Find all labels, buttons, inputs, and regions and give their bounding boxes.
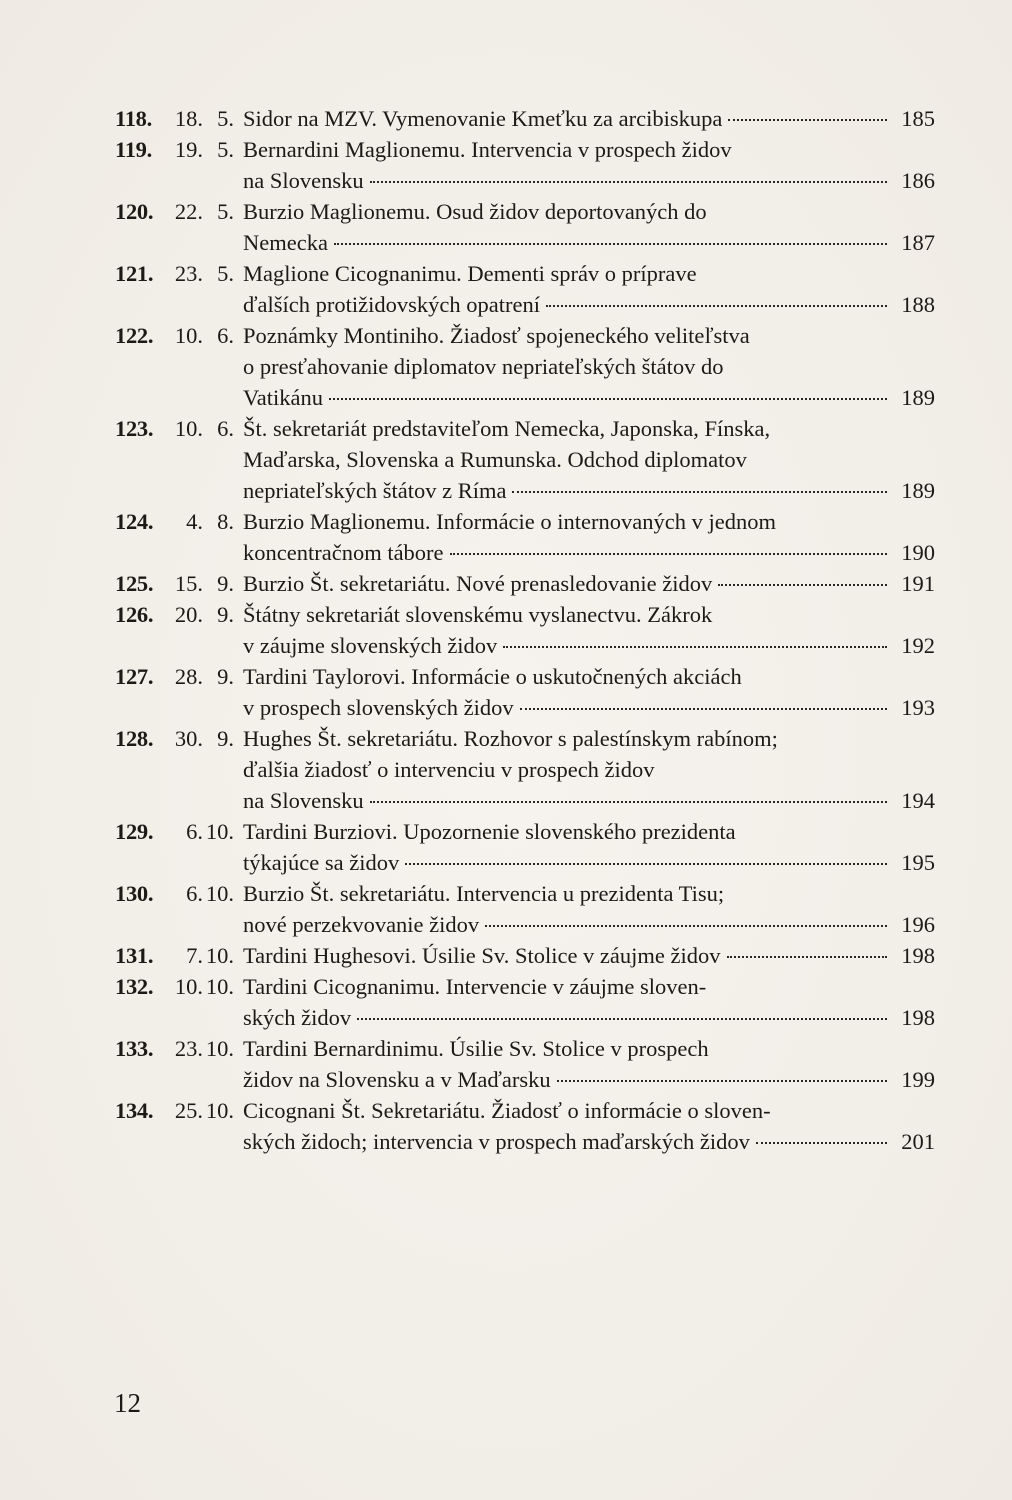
entry-title-with-leader <box>243 909 935 940</box>
toc-entry-line <box>115 723 935 754</box>
entry-page: 188 <box>901 292 935 317</box>
toc-entry-line <box>115 878 935 909</box>
dot-leader <box>503 646 887 648</box>
toc-entry <box>115 506 935 568</box>
entry-title: Cicognani Št. Sekretariátu. Žiadosť o informácie o sloven- <box>243 1098 771 1123</box>
entry-title-with-leader <box>243 1002 935 1033</box>
toc-entry-line <box>115 103 935 134</box>
entry-page: 189 <box>901 478 935 503</box>
entry-title-with-leader <box>243 785 935 816</box>
entry-number: 132. <box>115 974 154 999</box>
dot-leader <box>557 1080 887 1082</box>
entry-title: koncentračnom tábore <box>243 540 444 565</box>
entry-day: 6. <box>186 881 203 906</box>
entry-month: 5. <box>217 137 234 162</box>
entry-title-with-leader <box>243 382 935 413</box>
toc-entry <box>115 413 935 506</box>
entry-number: 123. <box>115 416 154 441</box>
toc-entry-line <box>115 971 935 1002</box>
toc-entry-line <box>115 785 935 816</box>
entry-title-with-leader <box>243 692 935 723</box>
entry-number: 120. <box>115 199 154 224</box>
toc-entry-line <box>115 1126 935 1157</box>
entry-month: 9. <box>217 664 234 689</box>
dot-leader <box>756 1142 887 1144</box>
toc-entry-line <box>115 661 935 692</box>
entry-page: 198 <box>901 1005 935 1030</box>
entry-title-with-leader <box>243 289 935 320</box>
entry-page: 190 <box>901 540 935 565</box>
toc-entry <box>115 103 935 134</box>
entry-day: 15. <box>174 571 203 596</box>
entry-month: 5. <box>217 199 234 224</box>
toc-entry-line <box>115 537 935 568</box>
entry-title-with-leader <box>243 103 935 134</box>
dot-leader <box>329 398 887 400</box>
toc-entry-line <box>115 413 935 444</box>
toc-entry <box>115 1095 935 1157</box>
entry-number: 130. <box>115 881 154 906</box>
entry-title-with-leader <box>243 847 935 878</box>
entry-title: Štátny sekretariát slovenskému vyslanectvu. Zákrok <box>243 602 713 627</box>
toc-entry-line <box>115 909 935 940</box>
toc-entry <box>115 878 935 940</box>
toc-entry <box>115 661 935 723</box>
entry-title: nové perzekvovanie židov <box>243 912 480 937</box>
toc-entry-line <box>115 196 935 227</box>
entry-month: 9. <box>217 726 234 751</box>
dot-leader <box>450 553 887 555</box>
entry-day: 23. <box>174 1036 203 1061</box>
entry-page: 185 <box>901 106 935 131</box>
entry-day: 20. <box>174 602 203 627</box>
entry-title: Sidor na MZV. Vymenovanie Kmeťku za arcibiskupa <box>243 106 723 131</box>
entry-title-with-leader <box>243 1064 935 1095</box>
entry-number: 128. <box>115 726 154 751</box>
entry-month: 8. <box>217 509 234 534</box>
entry-day: 30. <box>174 726 203 751</box>
toc-entry <box>115 940 935 971</box>
entry-title: Hughes Št. sekretariátu. Rozhovor s palestínskym rabínom; <box>243 726 778 751</box>
entry-day: 22. <box>174 199 203 224</box>
dot-leader <box>485 925 887 927</box>
toc-entry <box>115 816 935 878</box>
entry-month: 6. <box>217 416 234 441</box>
entry-month: 6. <box>217 323 234 348</box>
toc-entry <box>115 258 935 320</box>
entry-number: 119. <box>115 137 152 162</box>
entry-title: ských židov <box>243 1005 352 1030</box>
entry-number: 125. <box>115 571 154 596</box>
toc-entry <box>115 1033 935 1095</box>
dot-leader <box>512 491 887 493</box>
entry-page: 189 <box>901 385 935 410</box>
entry-number: 122. <box>115 323 154 348</box>
entry-page: 191 <box>901 571 935 596</box>
entry-title-with-leader <box>243 1126 935 1157</box>
entry-page: 195 <box>901 850 935 875</box>
toc-entry-line <box>115 1033 935 1064</box>
entry-number: 118. <box>115 106 152 131</box>
dot-leader <box>370 181 887 183</box>
toc-entry-line <box>115 1064 935 1095</box>
entry-page: 201 <box>901 1129 935 1154</box>
entry-day: 10. <box>174 416 203 441</box>
entry-number: 133. <box>115 1036 154 1061</box>
entry-day: 28. <box>174 664 203 689</box>
entry-number: 127. <box>115 664 154 689</box>
entry-day: 18. <box>174 106 203 131</box>
entry-title: Tardini Burziovi. Upozornenie slovenského prezidenta <box>243 819 736 844</box>
entry-title: ských židoch; intervencia v prospech maďarských židov <box>243 1129 750 1154</box>
toc-entry <box>115 971 935 1033</box>
toc-entry-line <box>115 351 935 382</box>
toc-entry-line <box>115 754 935 785</box>
toc-entry <box>115 568 935 599</box>
toc-entry <box>115 320 935 413</box>
toc-entry-line <box>115 1002 935 1033</box>
entry-month: 10. <box>205 881 234 906</box>
toc-entry <box>115 196 935 258</box>
toc-entry-line <box>115 320 935 351</box>
toc-entry-line <box>115 1095 935 1126</box>
toc-entry-line <box>115 506 935 537</box>
entry-page: 194 <box>901 788 935 813</box>
entry-title: ďalšia žiadosť o intervenciu v prospech židov <box>243 757 655 782</box>
toc-entry-line <box>115 382 935 413</box>
entry-title: Št. sekretariát predstaviteľom Nemecka, Japonska, Fínska, <box>243 416 771 441</box>
entry-page: 198 <box>901 943 935 968</box>
entry-day: 4. <box>186 509 203 534</box>
entry-day: 25. <box>174 1098 203 1123</box>
entry-day: 6. <box>186 819 203 844</box>
entry-title: v záujme slovenských židov <box>243 633 498 658</box>
entry-title: nepriateľských štátov z Ríma <box>243 478 507 503</box>
toc-entry-line <box>115 289 935 320</box>
entry-month: 10. <box>205 1036 234 1061</box>
dot-leader <box>405 863 887 865</box>
entry-title: Poznámky Montiniho. Žiadosť spojeneckého veliteľstva <box>243 323 750 348</box>
dot-leader <box>334 243 887 245</box>
entry-day: 10. <box>174 323 203 348</box>
entry-title: Burzio Št. sekretariátu. Intervencia u prezidenta Tisu; <box>243 881 725 906</box>
entry-day: 19. <box>174 137 203 162</box>
entry-title: Tardini Hughesovi. Úsilie Sv. Stolice v záujme židov <box>243 943 721 968</box>
page-number: 12 <box>114 1388 141 1418</box>
dot-leader <box>546 305 887 307</box>
toc-entry-line <box>115 444 935 475</box>
entry-title: o presťahovanie diplomatov nepriateľských štátov do <box>243 354 724 379</box>
entry-page: 186 <box>901 168 935 193</box>
entry-number: 124. <box>115 509 154 534</box>
table-of-contents <box>115 103 935 1157</box>
entry-month: 10. <box>205 974 234 999</box>
toc-entry <box>115 134 935 196</box>
entry-month: 10. <box>205 943 234 968</box>
entry-number: 121. <box>115 261 154 286</box>
entry-title-with-leader <box>243 227 935 258</box>
toc-entry-line <box>115 847 935 878</box>
entry-title: Burzio Št. sekretariátu. Nové prenasledovanie židov <box>243 571 713 596</box>
entry-number: 134. <box>115 1098 154 1123</box>
entry-month: 5. <box>217 106 234 131</box>
entry-month: 10. <box>205 1098 234 1123</box>
entry-title: Burzio Maglionemu. Informácie o internovaných v jednom <box>243 509 776 534</box>
entry-day: 10. <box>174 974 203 999</box>
entry-title: Vatikánu <box>243 385 323 410</box>
entry-title-with-leader <box>243 630 935 661</box>
entry-title: na Slovensku <box>243 788 364 813</box>
entry-title: Tardini Bernardinimu. Úsilie Sv. Stolice v prospech <box>243 1036 709 1061</box>
entry-month: 9. <box>217 602 234 627</box>
entry-title-with-leader <box>243 568 935 599</box>
entry-page: 187 <box>901 230 935 255</box>
entry-title: Tardini Cicognanimu. Intervencie v záujme sloven- <box>243 974 707 999</box>
dot-leader <box>370 801 887 803</box>
entry-title: Burzio Maglionemu. Osud židov deportovaných do <box>243 199 707 224</box>
entry-page: 193 <box>901 695 935 720</box>
toc-entry-line <box>115 816 935 847</box>
entry-day: 7. <box>186 943 203 968</box>
toc-entry-line <box>115 134 935 165</box>
entry-title: na Slovensku <box>243 168 364 193</box>
entry-title: Tardini Taylorovi. Informácie o uskutočnených akciách <box>243 664 742 689</box>
toc-entry-line <box>115 599 935 630</box>
entry-month: 9. <box>217 571 234 596</box>
entry-title-with-leader <box>243 537 935 568</box>
entry-title: ďalších protižidovských opatrení <box>243 292 540 317</box>
entry-month: 10. <box>205 819 234 844</box>
toc-entry-line <box>115 475 935 506</box>
toc-entry <box>115 599 935 661</box>
toc-entry-line <box>115 940 935 971</box>
dot-leader <box>357 1018 887 1020</box>
entry-title: židov na Slovensku a v Maďarsku <box>243 1067 551 1092</box>
entry-page: 192 <box>901 633 935 658</box>
entry-title-with-leader <box>243 165 935 196</box>
entry-title: Maglione Cicognanimu. Dementi správ o príprave <box>243 261 697 286</box>
entry-number: 129. <box>115 819 154 844</box>
entry-title-with-leader <box>243 940 935 971</box>
dot-leader <box>520 708 887 710</box>
entry-title: týkajúce sa židov <box>243 850 400 875</box>
entry-title: v prospech slovenských židov <box>243 695 514 720</box>
toc-entry-line <box>115 630 935 661</box>
entry-title: Bernardini Maglionemu. Intervencia v prospech židov <box>243 137 732 162</box>
entry-title: Nemecka <box>243 230 328 255</box>
dot-leader <box>728 119 887 121</box>
dot-leader <box>718 584 887 586</box>
entry-month: 5. <box>217 261 234 286</box>
entry-day: 23. <box>174 261 203 286</box>
toc-entry-line <box>115 692 935 723</box>
toc-entry-line <box>115 258 935 289</box>
toc-entry-line <box>115 568 935 599</box>
entry-page: 199 <box>901 1067 935 1092</box>
toc-entry <box>115 723 935 816</box>
entry-number: 126. <box>115 602 154 627</box>
entry-title: Maďarska, Slovenska a Rumunska. Odchod diplomatov <box>243 447 747 472</box>
entry-page: 196 <box>901 912 935 937</box>
toc-entry-line <box>115 165 935 196</box>
toc-entry-line <box>115 227 935 258</box>
entry-number: 131. <box>115 943 154 968</box>
dot-leader <box>727 956 887 958</box>
entry-title-with-leader <box>243 475 935 506</box>
